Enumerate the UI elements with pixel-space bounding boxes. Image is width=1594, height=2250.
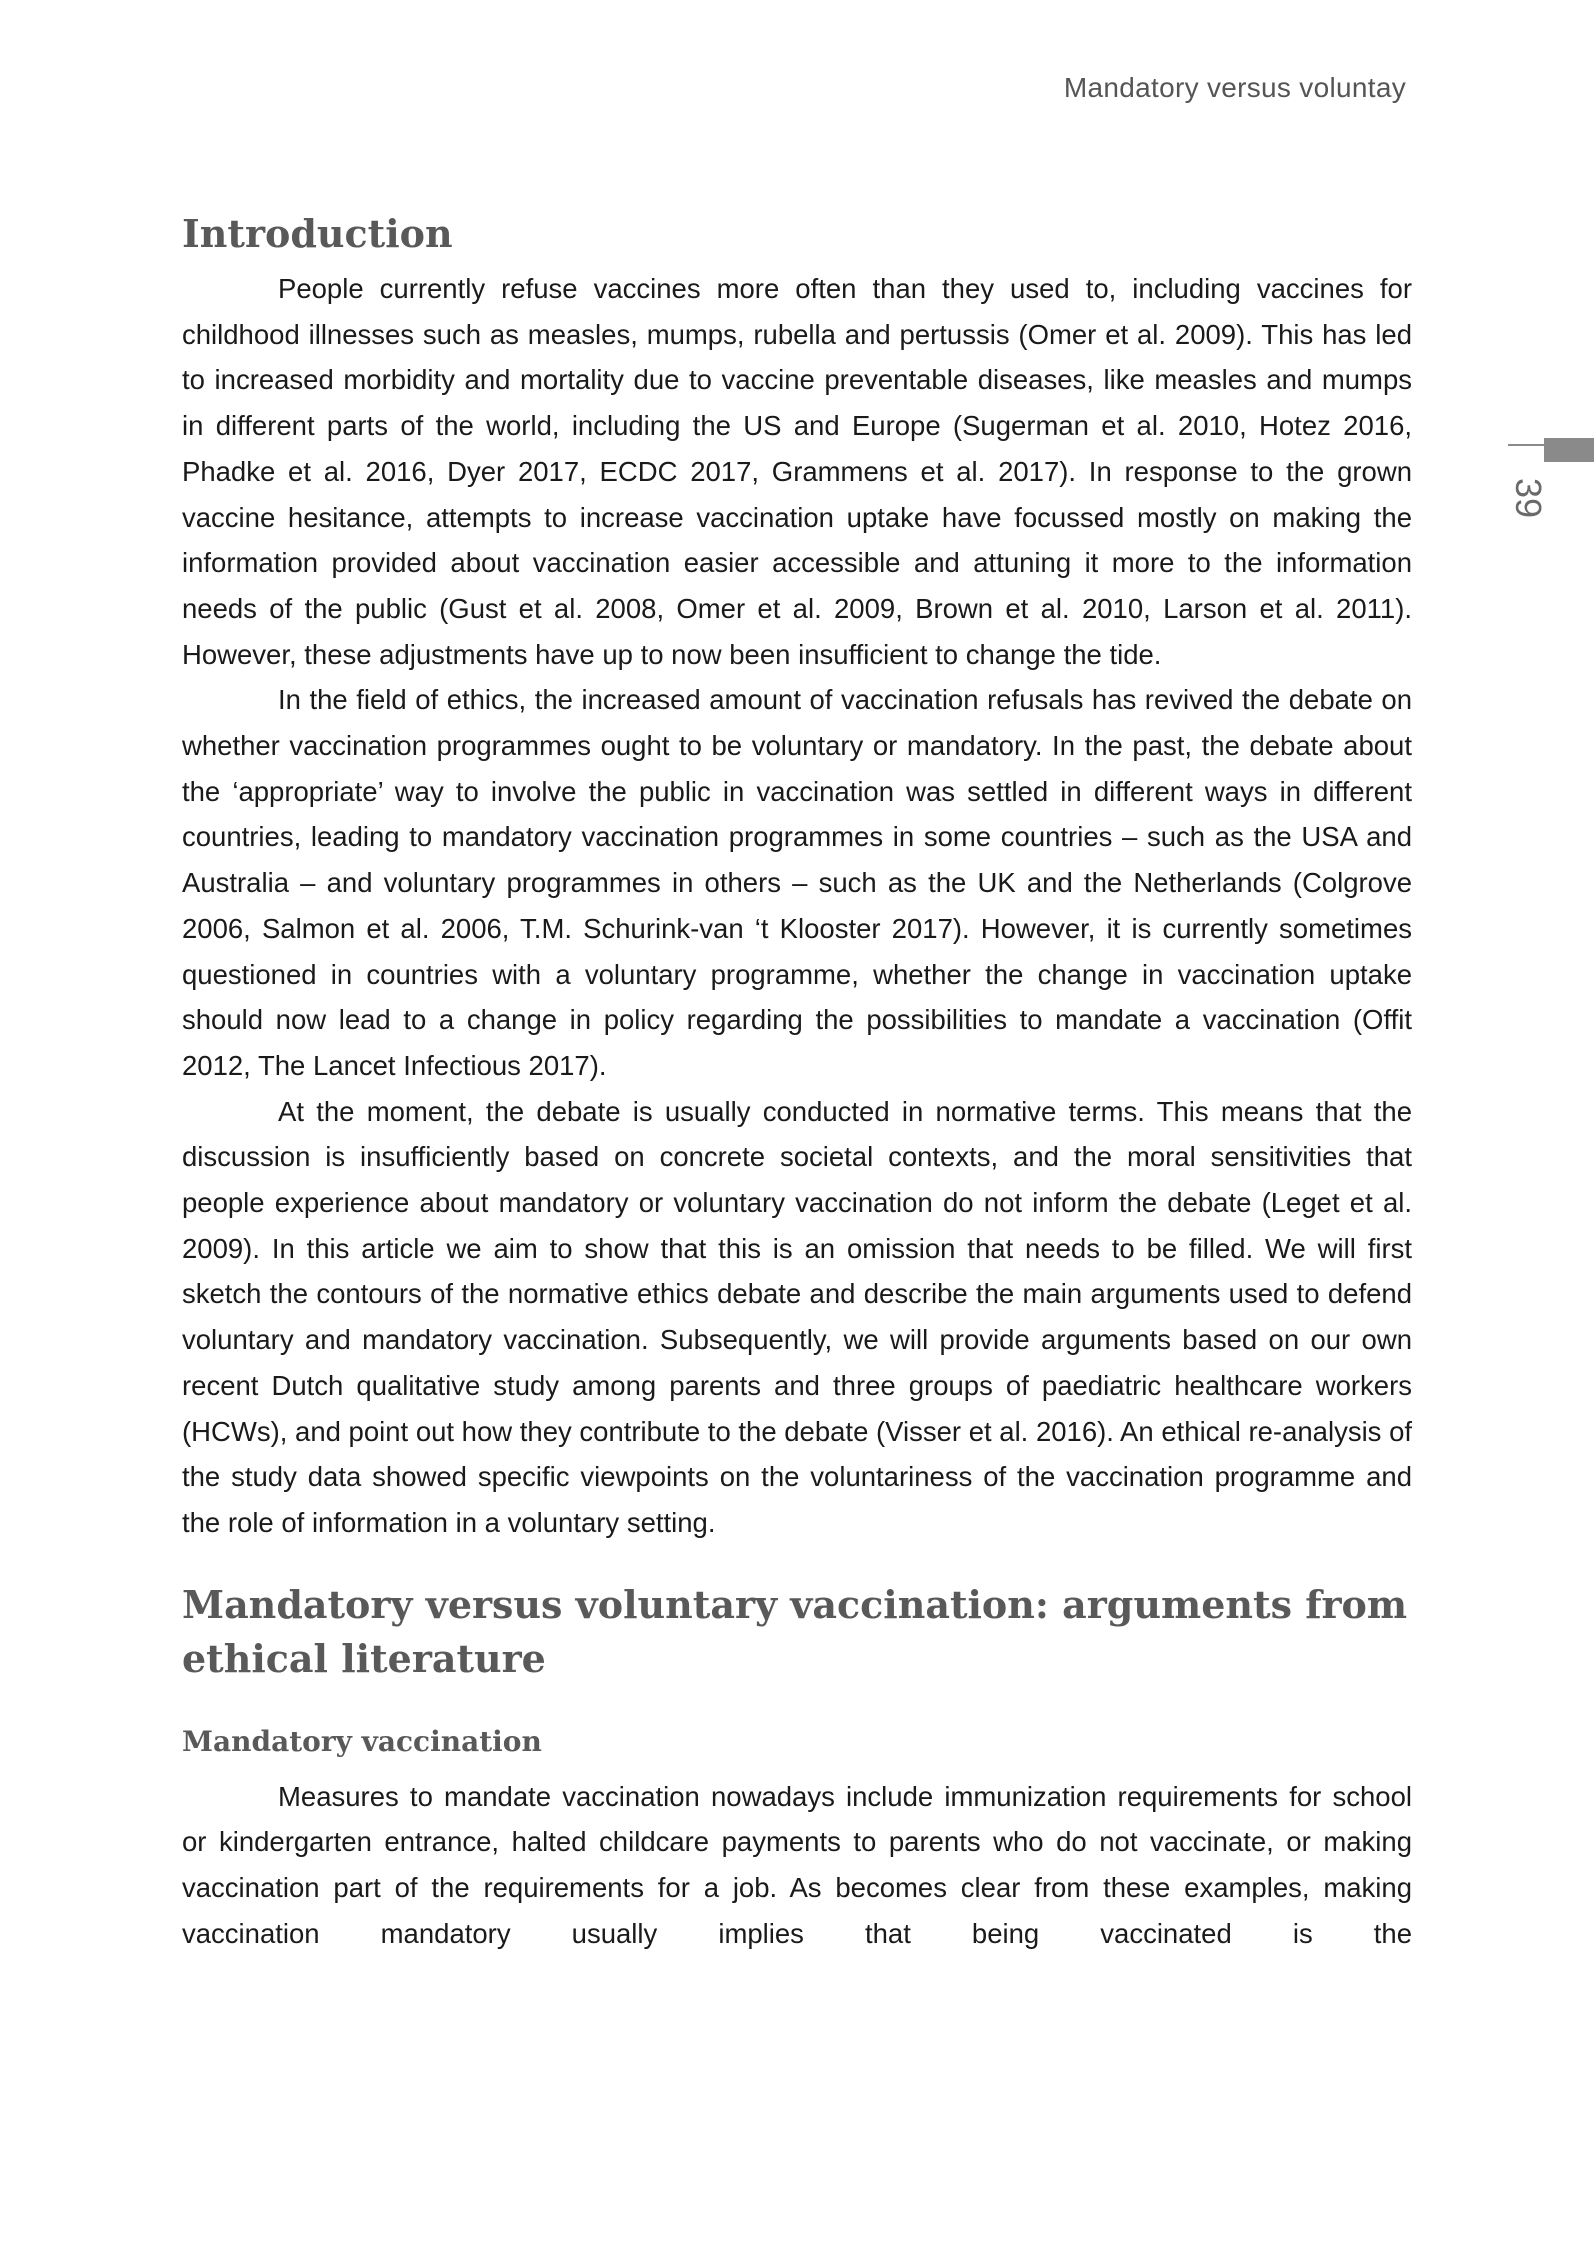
body-paragraph: At the moment, the debate is usually conducted in normative terms. This means that the discussion is insufficiently based on concrete societal contexts, and the moral sensitivities that people experience about mandatory or voluntary vaccination do not inform the debate (Leget et al. 2009). In this article we aim to show that this is an omission that needs to be filled. We will first sketch the contours of the normative ethics debate and describe the main arguments used to defend voluntary and mandatory vaccination. Subsequently, we will provide arguments based on our own recent Dutch qualitative study among parents and three groups of paediatric healthcare workers (HCWs), and point out how they contribute to the debate (Visser et al. 2016). An ethical re-analysis of the study data showed specific viewpoints on the voluntariness of the vaccination programme and the role of information in a voluntary setting. [182, 1095, 1413, 1538]
chapter-tab-line [1508, 444, 1544, 446]
body-paragraph: In the field of ethics, the increased amount of vaccination refusals has revived the debate on whether vaccination programmes ought to be voluntary or mandatory. In the past, the debate about the ‘appropriate’ way to involve the public in vaccination was settled in different ways in different countries, leading to mandatory vaccination programmes in some countries – such as the USA and Australia – and voluntary programmes in others – such as the UK and the Netherlands (Colgrove 2006, Salmon et al. 2006, T.M. Schurink-van ‘t Klooster 2017). However, it is currently sometimes questioned in countries with a voluntary programme, whether the change in vaccination uptake should now lead to a change in policy regarding the possibilities to mandate a vaccination (Offit 2012, The Lancet Infectious 2017). [182, 684, 1412, 1081]
page-number: 39 [1508, 477, 1549, 519]
body-paragraph: Measures to mandate vaccination nowadays include immunization requirements for school or kindergarten entrance, halted childcare payments to parents who do not vaccinate, or making vaccination part of the requirements for a job. As becomes clear from these examples, making vaccination mandatory usually implies that being vaccinated is the [182, 1780, 1412, 1949]
body-paragraph: People currently refuse vaccines more often than they used to, including vaccines for childhood illnesses such as measles, mumps, rubella and pertussis (Omer et al. 2009). This has led to increased morbidity and mortality due to vaccine preventable diseases, like measles and mumps in different parts of the world, including the US and Europe (Sugerman et al. 2010, Hotez 2016, Phadke et al. 2016, Dyer 2017, ECDC 2017, Grammens et al. 2017). In response to the grown vaccine hesitance, attempts to increase vaccination uptake have focussed mostly on making the information provided about vaccination easier accessible and attuning it more to the information needs of the public (Gust et al. 2008, Omer et al. 2009, Brown et al. 2010, Larson et al. 2011). However, these adjustments have up to now been insufficient to change the tide. [182, 273, 1412, 670]
chapter-tab-marker [1544, 438, 1594, 462]
running-header: Mandatory versus voluntay [1063, 72, 1406, 103]
page-body [182, 206, 1412, 1957]
subsection-heading-mandatory: Mandatory vaccination [182, 1724, 542, 1758]
section-heading-arguments: Mandatory versus voluntary vaccination: arguments from ethical literature [182, 1581, 1408, 1681]
section-heading-introduction: Introduction [182, 211, 453, 256]
